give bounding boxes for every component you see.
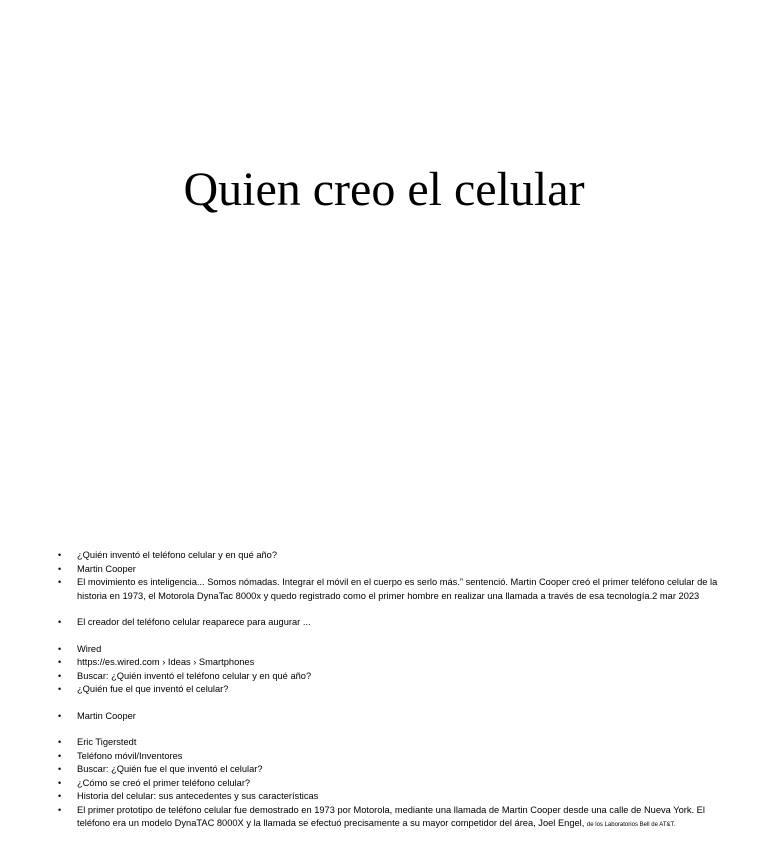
- bullet-item: • Buscar: ¿Quién inventó el teléfono celular y en qué año?: [58, 670, 718, 684]
- bullet-item: • Wired: [58, 643, 718, 657]
- bullet-item: • El movimiento es inteligencia... Somos nómadas. Integrar el móvil en el cuerpo es serlo más.” sentenció. Martin Cooper creó el primer teléfono celular de la historia en 1973, el Motorola DynaTac 8000x y quedo registrado como el primer hombre en realizar una llamada a través de esa tecnología.2 mar 2023: [58, 576, 718, 603]
- bullet-item: • https://es.wired.com › Ideas › Smartphones: [58, 656, 718, 670]
- bullet-item: • ¿Cómo se creó el primer teléfono celular?: [58, 777, 718, 791]
- bullet-item: • Buscar: ¿Quién fue el que inventó el celular?: [58, 763, 718, 777]
- bullet-item: • Teléfono móvil/Inventores: [58, 750, 718, 764]
- bullet-item: • Martin Cooper: [58, 563, 718, 577]
- bullet-item: • ¿Quién fue el que inventó el celular?: [58, 683, 718, 697]
- bullet-list: [58, 549, 718, 833]
- bullet-item: [58, 804, 718, 833]
- bullet-item: • Historia del celular: sus antecedentes y sus características: [58, 790, 718, 804]
- bullet-item: • Martin Cooper: [58, 710, 718, 724]
- bullet-text: El primer prototipo de teléfono celular fue demostrado en 1973 por Motorola, mediante una llamada de Martin Cooper desde una calle de Nueva York. El teléfono era un modelo DynaTAC 8000X y la llamada se efectuó precisamente a su mayor competidor del área, Joel Engel,: [77, 804, 705, 828]
- bullet-item: • El creador del teléfono celular reaparece para augurar ...: [58, 616, 718, 630]
- slide-title: Quien creo el celular: [183, 163, 585, 216]
- bullet-item: • Eric Tigerstedt: [58, 736, 718, 750]
- bullet-suffix: de los Laboratorios Bell de AT&T.: [586, 822, 676, 828]
- bullet-item: • ¿Quién inventó el teléfono celular y en qué año?: [58, 549, 718, 563]
